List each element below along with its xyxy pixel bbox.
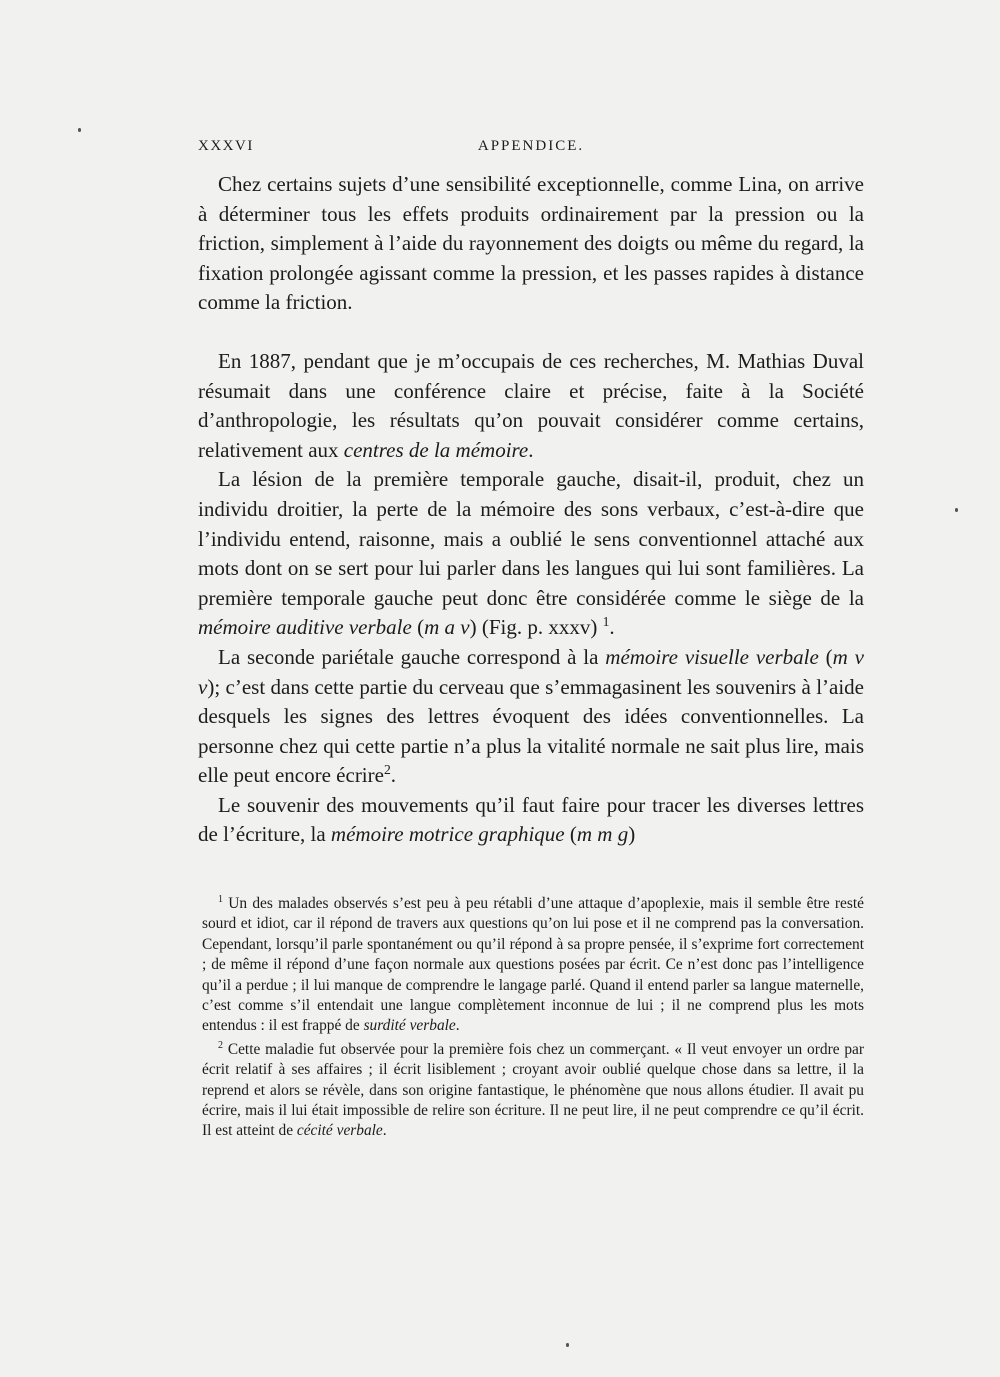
italic-text: m v v	[198, 644, 864, 699]
text-run: .	[382, 1122, 387, 1140]
text-run: .	[528, 437, 534, 462]
text-run: Le souvenir des mouvements qu’il faut faire pour tracer les diverses lettres de l’écriture, la	[198, 792, 864, 847]
paper-speck	[78, 128, 81, 132]
italic-text: m a v	[424, 615, 470, 640]
italic-text: centres de la mémoire	[343, 437, 529, 462]
text-run: ) (Fig. p. xxxv)	[469, 615, 603, 640]
text-run: En 1887, pendant que je m’occupais de ces recherches, M. Mathias Duval résumait dans une conférence claire et précise, faite à la Société d’anthropologie, les résultats qu’on pouvait considérer comme certains, relativement aux	[198, 348, 864, 462]
italic-text: m m g	[576, 822, 629, 847]
body-text	[198, 170, 864, 850]
italic-text: mémoire motrice graphique	[330, 822, 565, 847]
paragraph	[198, 791, 864, 850]
text-run: Chez certains sujets d’une sensibilité exceptionnelle, comme Lina, on arrive à déterminer tous les effets produits ordinairement par la pression ou la friction, simplement à l’aide du rayonnement des doigts ou même du regard, la fixation prolongée agissant comme la pression, et les passes rapides à distance comme la friction.	[198, 172, 864, 315]
text-run: La seconde pariétale gauche correspond à la	[218, 644, 606, 669]
footnote	[202, 894, 864, 1037]
page-number: XXXVI	[198, 138, 254, 154]
footnote	[202, 1040, 864, 1142]
paragraph	[198, 347, 864, 465]
text-run: .	[390, 763, 397, 788]
paragraph	[198, 465, 864, 643]
text-run: (	[818, 644, 833, 669]
footnote-marker: 2	[218, 1039, 223, 1051]
text-run: .	[609, 615, 615, 640]
footnotes	[202, 894, 864, 1145]
text-run: )	[628, 822, 636, 847]
page-header	[198, 138, 864, 166]
text-run: Un des malades observés s’est peu à peu rétabli d’une attaque d’apoplexie, mais il semble être resté sourd et idiot, car il répond de travers aux questions qu’on lui pose et il ne comprend pas la conversation. Cependant, lorsqu’il parle spontanément ou qu’il répond à sa propre pensée, il s’exprime fort correctement ; de même il répond d’une façon normale aux questions posées par écrit. Ce n’est donc pas l’intelligence qu’il a perdue ; il lui manque de comprendre le langage parlé. Quand il entend parler sa langue maternelle, c’est comme s’il entendait une langue complètement inconnue de lui ; il ne comprend plus les mots entendus : il est frappé de	[202, 895, 864, 1035]
italic-text: surdité verbale	[363, 1017, 456, 1035]
italic-text: cécité verbale	[296, 1122, 383, 1140]
text-run: (	[564, 822, 577, 847]
italic-text: mémoire auditive verbale	[198, 615, 412, 640]
text-run: La lésion de la première temporale gauche, disait-il, produit, chez un individu droitier, la perte de la mémoire des sons verbaux, c’est-à-dire que l’individu entend, raisonne, mais a oublié le sens conventionnel attaché aux mots dont on se sert pour lui parler dans les langues qui lui sont familières. La première temporale gauche peut donc être considérée comme le siège de la	[198, 467, 864, 610]
italic-text: mémoire visuelle verbale	[605, 644, 819, 669]
text-run: Cette maladie fut observée pour la première fois chez un commerçant. « Il veut envoyer un ordre par écrit relatif à ses affaires ; il écrit lisiblement ; croyant avoir oublié quelque chose dans sa lettre, il la reprend et alors se révèle, dans son origine fantastique, le phénomène que nous allons étudier. Il avait pu écrire, mais il lui était impossible de relire son écriture. Il ne peut lire, il ne peut comprendre ce qu’il écrit. Il est atteint de	[202, 1040, 864, 1140]
text-run: ); c’est dans cette partie du cerveau que s’emmagasinent les souvenirs à l’aide desquels les signes des lettres évoquent des idées conventionnelles. La personne chez qui cette partie n’a plus la vitalité normale ne sait plus lire, mais elle peut encore écrire	[198, 674, 864, 788]
paper-speck	[566, 1343, 569, 1347]
footnote-marker: 1	[602, 614, 610, 630]
text-run: (	[411, 615, 425, 640]
text-run: .	[455, 1017, 460, 1035]
paper-speck	[955, 508, 958, 512]
paragraph	[198, 643, 864, 791]
paragraph	[198, 170, 864, 318]
footnote-marker: 2	[383, 762, 391, 778]
footnote-marker: 1	[218, 893, 223, 905]
running-head: APPENDICE.	[477, 138, 585, 154]
